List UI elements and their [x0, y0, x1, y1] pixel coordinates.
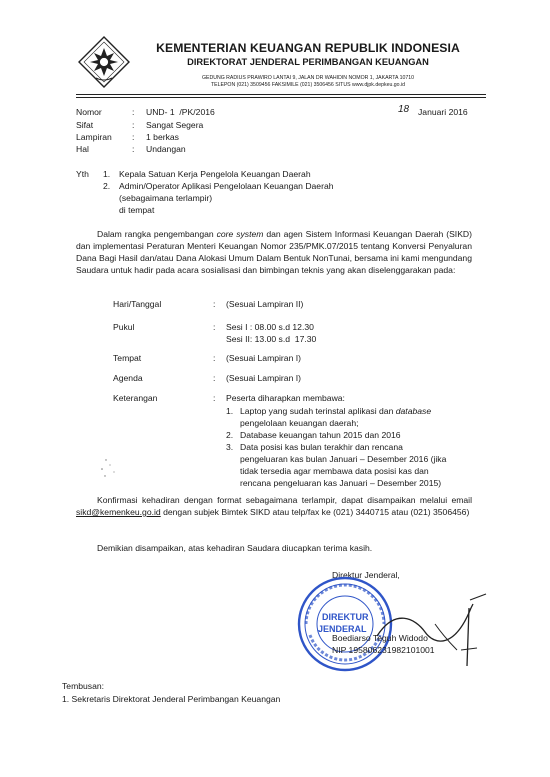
hal-value: Undangan: [146, 144, 186, 154]
pukul-value: Sesi I : 08.00 s.d 12.30: [226, 322, 314, 332]
letterhead-divider-thin: [76, 97, 486, 98]
keterangan-value: Peserta diharapkan membawa:: [226, 393, 345, 403]
directorate-name: DIREKTORAT JENDERAL PERIMBANGAN KEUANGAN: [187, 57, 429, 67]
bring-item: [240, 405, 431, 417]
lampiran-colon: :: [132, 132, 135, 142]
bring-item-num: 3.: [226, 442, 234, 452]
intro-emphasis: core system: [216, 229, 264, 239]
bring-item-text: pengelolaan keuangan daerah;: [240, 418, 359, 428]
scan-speck-icon: [96, 456, 126, 482]
ministry-name: KEMENTERIAN KEUANGAN REPUBLIK INDONESIA: [156, 41, 460, 55]
agenda-value: (Sesuai Lampiran I): [226, 373, 301, 383]
pukul-colon: :: [213, 322, 216, 332]
hari-label: Hari/Tanggal: [113, 299, 162, 309]
keterangan-label: Keterangan: [113, 393, 158, 403]
tembusan-label: Tembusan:: [62, 681, 105, 691]
nomor-label: Nomor: [76, 107, 102, 117]
hari-colon: :: [213, 299, 216, 309]
intro-text: Dalam rangka pengembangan: [97, 229, 217, 239]
garuda-emblem-icon: [76, 34, 132, 90]
confirm-text: dengan subjek Bimtek SIKD atau telp/fax ke (021) 3440715 atau (021) 3506456): [160, 507, 470, 517]
signature-tick-icon: [468, 592, 488, 602]
recipient-item: Kepala Satuan Kerja Pengelola Keuangan Daerah: [119, 169, 311, 179]
bring-item-num: 2.: [226, 430, 234, 440]
bring-item-num: 1.: [226, 406, 234, 416]
nomor-value: UND- 1 /PK/2016: [146, 107, 215, 117]
recipient-num: 2.: [103, 181, 111, 191]
hari-value: (Sesuai Lampiran II): [226, 299, 304, 309]
agenda-label: Agenda: [113, 373, 143, 383]
date-rest: Januari 2016: [418, 107, 468, 117]
tempat-value: (Sesuai Lampiran I): [226, 353, 301, 363]
bring-item-text: Laptop yang sudah terinstal aplikasi dan: [240, 406, 396, 416]
email-link[interactable]: sikd@kemenkeu.go.id: [76, 507, 161, 517]
sifat-label: Sifat: [76, 120, 94, 130]
recipient-num: 1.: [103, 169, 111, 179]
lampiran-label: Lampiran: [76, 132, 112, 142]
closing-text: Demikian disampaikan, atas kehadiran Saudara diucapkan terima kasih.: [97, 543, 373, 553]
bring-item-emphasis: database: [395, 406, 432, 416]
agenda-colon: :: [213, 373, 216, 383]
bring-item-text: Data posisi kas bulan terakhir dan rencana: [240, 442, 403, 452]
bring-item-text: Database keuangan tahun 2015 dan 2016: [240, 430, 401, 440]
lampiran-value: 1 berkas: [146, 132, 179, 142]
hal-label: Hal: [76, 144, 89, 154]
sifat-value: Sangat Segera: [146, 120, 204, 130]
sifat-colon: :: [132, 120, 135, 130]
tembusan-item: 1. Sekretaris Direktorat Jenderal Perimbangan Keuangan: [62, 694, 281, 704]
letterhead-address: [148, 75, 468, 89]
contact-line: TELEPON (021) 3509456 FAKSIMILE (021) 3506456 SITUS www.djpk.depkeu.go.id: [210, 82, 406, 88]
stamp-text: JENDERAL: [318, 624, 367, 634]
recipient-note: (sebagaimana terlampir): [119, 193, 213, 203]
nomor-colon: :: [132, 107, 135, 117]
pukul-label: Pukul: [113, 322, 135, 332]
bring-item-text: rencana pengeluaran kas Januari – Desember 2015): [240, 478, 442, 488]
signer-name: Boediarso Teguh Widodo: [332, 633, 428, 643]
confirm-paragraph: [76, 494, 472, 518]
address-line: GEDUNG RADIUS PRAWIRO LANTAI 9, JALAN DR WAHIDIN NOMOR 1, JAKARTA 10710: [201, 75, 415, 81]
date-day: 18: [398, 104, 410, 115]
keterangan-colon: :: [213, 393, 216, 403]
yth-label: Yth: [76, 169, 89, 179]
letterhead-divider: [76, 94, 486, 95]
recipient-place: di tempat: [119, 205, 155, 215]
pukul-value: Sesi II: 13.00 s.d 17.30: [226, 334, 317, 344]
confirm-text: Konfirmasi kehadiran dengan format sebagaimana terlampir, dapat disampaikan melalui email: [97, 495, 472, 505]
tempat-label: Tempat: [113, 353, 142, 363]
signer-title: Direktur Jenderal,: [332, 570, 400, 580]
bring-item-text: tidak tersedia agar membawa data posisi kas dan: [240, 466, 429, 476]
tempat-colon: :: [213, 353, 216, 363]
intro-text: dan agen Sistem Informasi Keuangan Daerah (SIKD) dan implementasi Peraturan Menteri Keuangan Nomor 235/PMK.07/2015 tentang Konversi Penyaluran Dana Bagi Hasil dan/atau Dana Alokasi Umum Dalam Bentuk NonTunai, bersama ini kami mengundang Saudara untuk hadir pada acara sosialisasi dan bimbingan teknis yang akan diselenggarakan pada:: [76, 229, 472, 275]
intro-paragraph: [76, 228, 472, 276]
recipient-item: Admin/Operator Aplikasi Pengelolaan Keuangan Daerah: [119, 181, 334, 191]
signer-nip: NIP 195806231982101001: [332, 645, 435, 655]
hal-colon: :: [132, 144, 135, 154]
stamp-text: DIREKTUR: [322, 612, 369, 622]
bring-item-text: pengeluaran kas bulan Januari – Desember 2016 (jika: [240, 454, 447, 464]
